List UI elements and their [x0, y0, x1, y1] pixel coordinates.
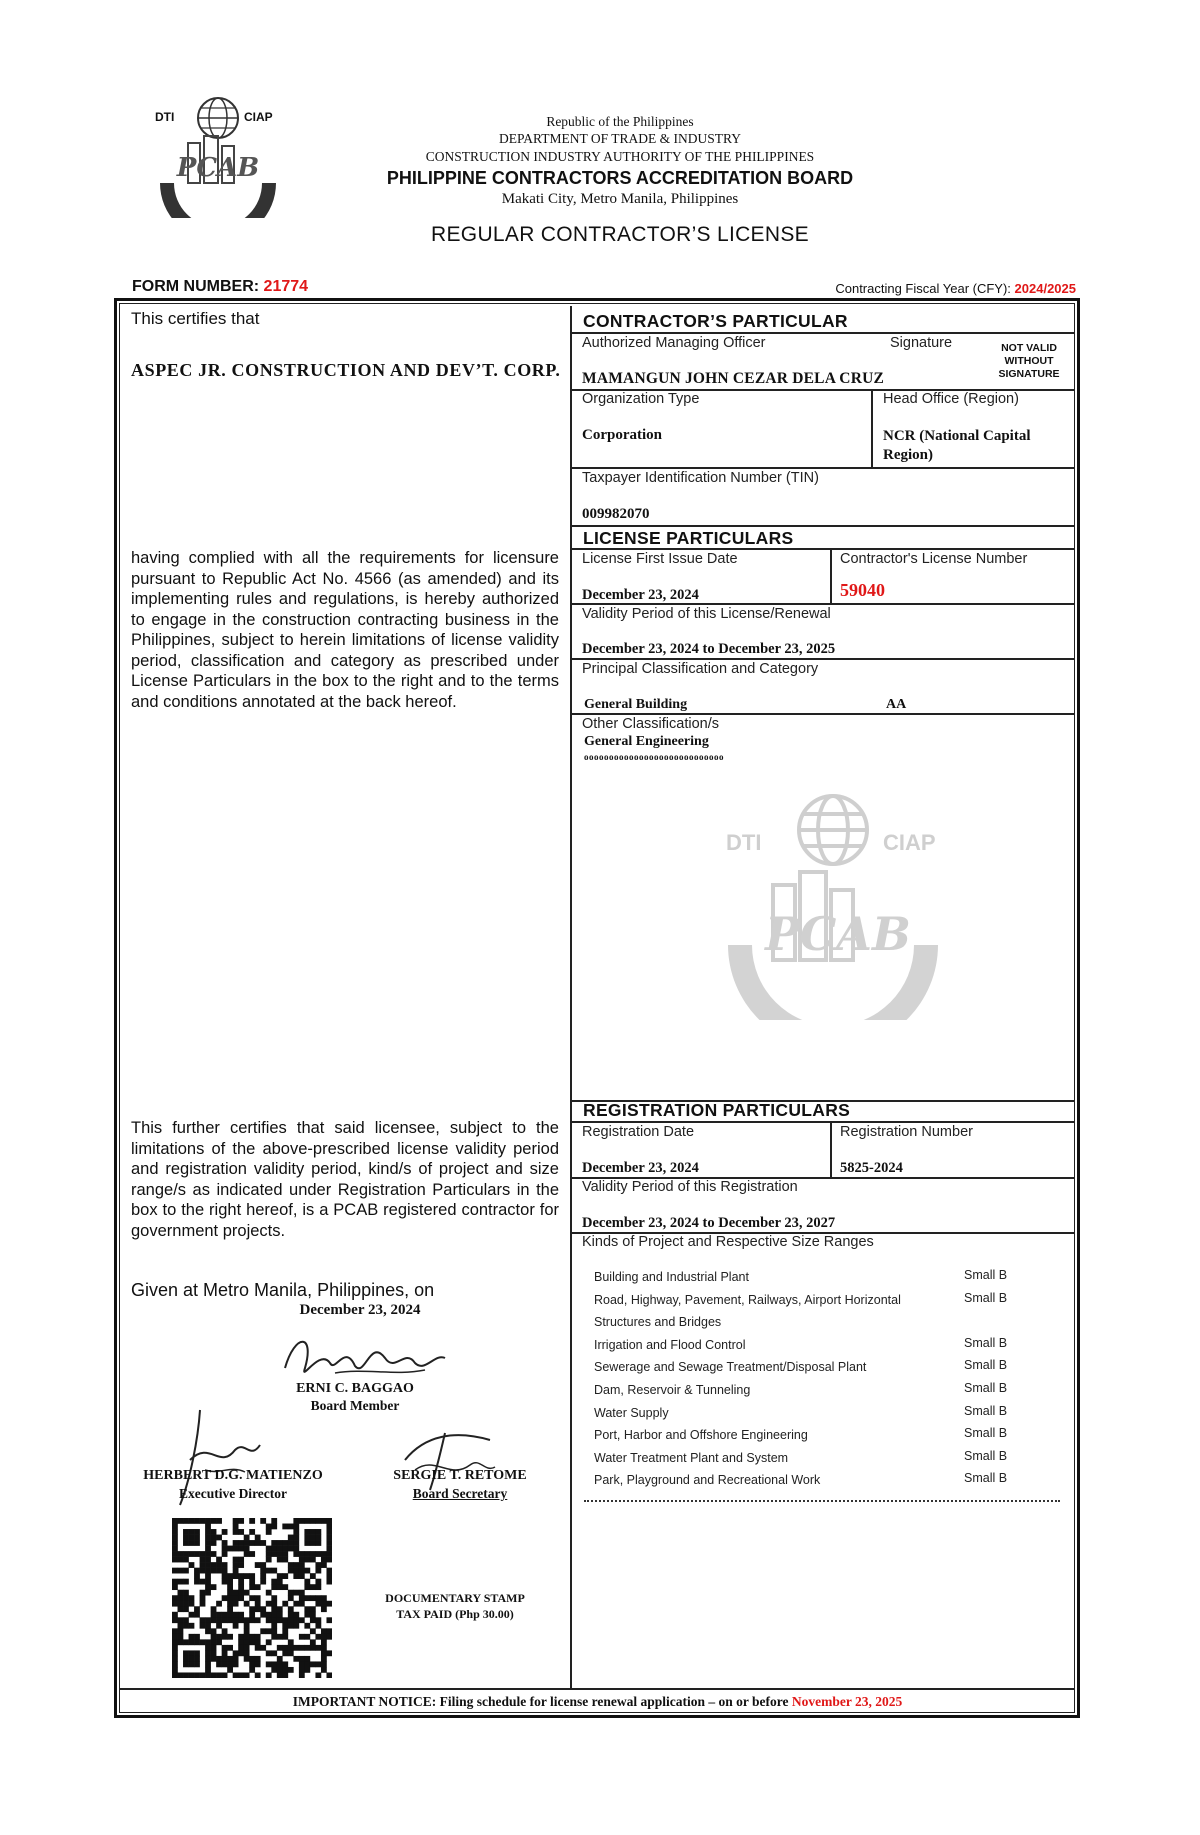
kind-size: Small B — [964, 1268, 1008, 1282]
pcab-watermark — [718, 790, 948, 1020]
certifies-text: This certifies that — [131, 309, 260, 328]
license-validity: December 23, 2024 to December 23, 2025 — [582, 641, 836, 657]
important-notice: IMPORTANT NOTICE: Filing schedule for license renewal application – on or before November 23, 2025 — [292, 1694, 903, 1709]
kind-size: Small B — [964, 1448, 1008, 1463]
not-valid-note: NOT VALID WITHOUT SIGNATURE — [998, 342, 1060, 380]
sig3-name: SERGIE T. RETOME — [393, 1468, 527, 1483]
given-at: Given at Metro Manila, Philippines, on — [131, 1280, 435, 1300]
kind-row — [594, 1268, 1014, 1291]
kind-name: Irrigation and Flood Control — [594, 1337, 746, 1352]
registration-section-title: REGISTRATION PARTICULARS — [583, 1100, 851, 1120]
contractor-section-title: CONTRACTOR’S PARTICULAR — [583, 311, 848, 331]
header-address: Makati City, Metro Manila, Philippines — [501, 191, 739, 207]
kind-row — [594, 1313, 1014, 1336]
registration-date-label: Registration Date — [582, 1124, 695, 1140]
kind-row — [594, 1404, 1014, 1427]
registration-number: 5825-2024 — [840, 1160, 903, 1176]
kind-name: Structures and Bridges — [594, 1315, 722, 1330]
pcab-logo — [148, 88, 288, 218]
license-number-label: Contractor's License Number — [840, 551, 1028, 567]
logo-ciap-text: CIAP — [244, 110, 273, 124]
registration-validity-label: Validity Period of this Registration — [582, 1179, 798, 1195]
kind-name: Road, Highway, Pavement, Railways, Airport Horizontal — [594, 1292, 901, 1307]
head-office: NCR (National Capital Region) — [883, 428, 1031, 463]
signature-label: Signature — [890, 335, 953, 351]
kind-size: Small B — [964, 1358, 1008, 1373]
qr-code — [172, 1518, 332, 1678]
kind-size: Small B — [964, 1290, 1008, 1305]
principal-label: Principal Classification and Category — [582, 661, 819, 677]
other-classification: General Engineering — [584, 734, 709, 749]
svg-text:DTI: DTI — [726, 830, 762, 855]
authorization-paragraph: having complied with all the requirements for licensure pursuant to Republic Act No. 4566 (as amended) and its implementing rules and regulations, is hereby authorized to engage in the construction contracting business in the Philippines, subject to herein limitations of license validity period, classification and category as prescribed under License Particulars in the box to the right and to the terms and conditions annotated at the back hereof. — [131, 549, 559, 711]
stamp-line2: TAX PAID (Php 30.00) — [396, 1607, 514, 1621]
org-type-label: Organization Type — [582, 391, 700, 407]
kinds-label: Kinds of Project and Respective Size Ranges — [582, 1234, 874, 1250]
license-validity-label: Validity Period of this License/Renewal — [582, 606, 831, 622]
fiscal-year: Contracting Fiscal Year (CFY): 2024/2025 — [835, 281, 1076, 296]
sig3-title: Board Secretary — [412, 1486, 508, 1501]
tin-label: Taxpayer Identification Number (TIN) — [582, 470, 819, 486]
kind-size: Small B — [964, 1403, 1008, 1418]
license-section-title: LICENSE PARTICULARS — [583, 528, 794, 548]
tin-value: 009982070 — [582, 506, 650, 522]
header-ciap: CONSTRUCTION INDUSTRY AUTHORITY OF THE PHILIPPINES — [425, 149, 815, 164]
kinds-list — [594, 1268, 1014, 1494]
sig2-name: HERBERT D.G. MATIENZO — [143, 1468, 323, 1483]
officer-name: MAMANGUN JOHN CEZAR DELA CRUZ — [582, 370, 885, 387]
sig2-title: Executive Director — [178, 1486, 288, 1501]
kind-row — [594, 1358, 1014, 1381]
kind-row — [594, 1291, 1014, 1314]
kind-row — [594, 1426, 1014, 1449]
org-type: Corporation — [582, 427, 662, 443]
head-office-label: Head Office (Region) — [883, 391, 1019, 407]
registration-date: December 23, 2024 — [582, 1160, 699, 1176]
header-dti: DEPARTMENT OF TRADE & INDUSTRY — [499, 131, 741, 146]
stamp-line1: DOCUMENTARY STAMP — [385, 1591, 525, 1605]
kind-row — [594, 1471, 1014, 1494]
sig1-title: Board Member — [310, 1398, 400, 1413]
svg-text:PCAB: PCAB — [765, 907, 911, 961]
form-number: FORM NUMBER: 21774 — [132, 278, 309, 295]
kind-size: Small B — [964, 1471, 1008, 1486]
principal-classification: General Building — [584, 697, 688, 712]
registration-number-label: Registration Number — [840, 1124, 973, 1140]
page-title: REGULAR CONTRACTOR’S LICENSE — [431, 223, 809, 246]
company-name: ASPEC JR. CONSTRUCTION AND DEV’T. CORP. — [131, 360, 561, 380]
signature-baggao — [275, 1328, 455, 1388]
header-board: PHILIPPINE CONTRACTORS ACCREDITATION BOARD — [386, 168, 854, 188]
first-issue-label: License First Issue Date — [582, 551, 738, 567]
kind-name: Sewerage and Sewage Treatment/Disposal Plant — [594, 1360, 867, 1375]
kind-name: Water Treatment Plant and System — [594, 1450, 789, 1465]
kind-name: Dam, Reservoir & Tunneling — [594, 1382, 751, 1397]
other-classification-label: Other Classification/s — [582, 716, 719, 732]
kind-name: Port, Harbor and Offshore Engineering — [594, 1428, 808, 1443]
header-republic: Republic of the Philippines — [546, 114, 694, 129]
kind-name: Building and Industrial Plant — [594, 1270, 749, 1284]
kind-size: Small B — [964, 1335, 1008, 1350]
kind-row — [594, 1336, 1014, 1359]
signature-retome — [395, 1425, 505, 1495]
svg-text:PCAB: PCAB — [176, 153, 260, 183]
kind-row — [594, 1381, 1014, 1404]
principal-category: AA — [886, 697, 907, 712]
kind-name: Park, Playground and Recreational Work — [594, 1473, 821, 1488]
logo-dti-text: DTI — [155, 110, 175, 124]
kind-name: Water Supply — [594, 1405, 669, 1420]
kind-row — [594, 1449, 1014, 1472]
kind-size: Small B — [964, 1380, 1008, 1395]
kind-size: Small B — [964, 1426, 1008, 1441]
first-issue-date: December 23, 2024 — [582, 587, 699, 603]
other-filler: oooooooooooooooooooooooooooo — [584, 752, 724, 762]
registration-validity: December 23, 2024 to December 23, 2027 — [582, 1215, 836, 1231]
sig1-name: ERNI C. BAGGAO — [296, 1381, 414, 1396]
kinds-end-line — [584, 1500, 1060, 1502]
officer-label: Authorized Managing Officer — [582, 335, 766, 351]
license-number: 59040 — [840, 580, 885, 600]
registration-paragraph: This further certifies that said licensee, subject to the limitations of the above-prescribed license validity period and registration validity period, kind/s of project and size range/s as indicated under Registration Particulars in the box to the right hereof, is a PCAB registered contractor for government projects. — [131, 1119, 559, 1240]
svg-text:CIAP: CIAP — [883, 830, 936, 855]
given-date: December 23, 2024 — [299, 1302, 421, 1318]
